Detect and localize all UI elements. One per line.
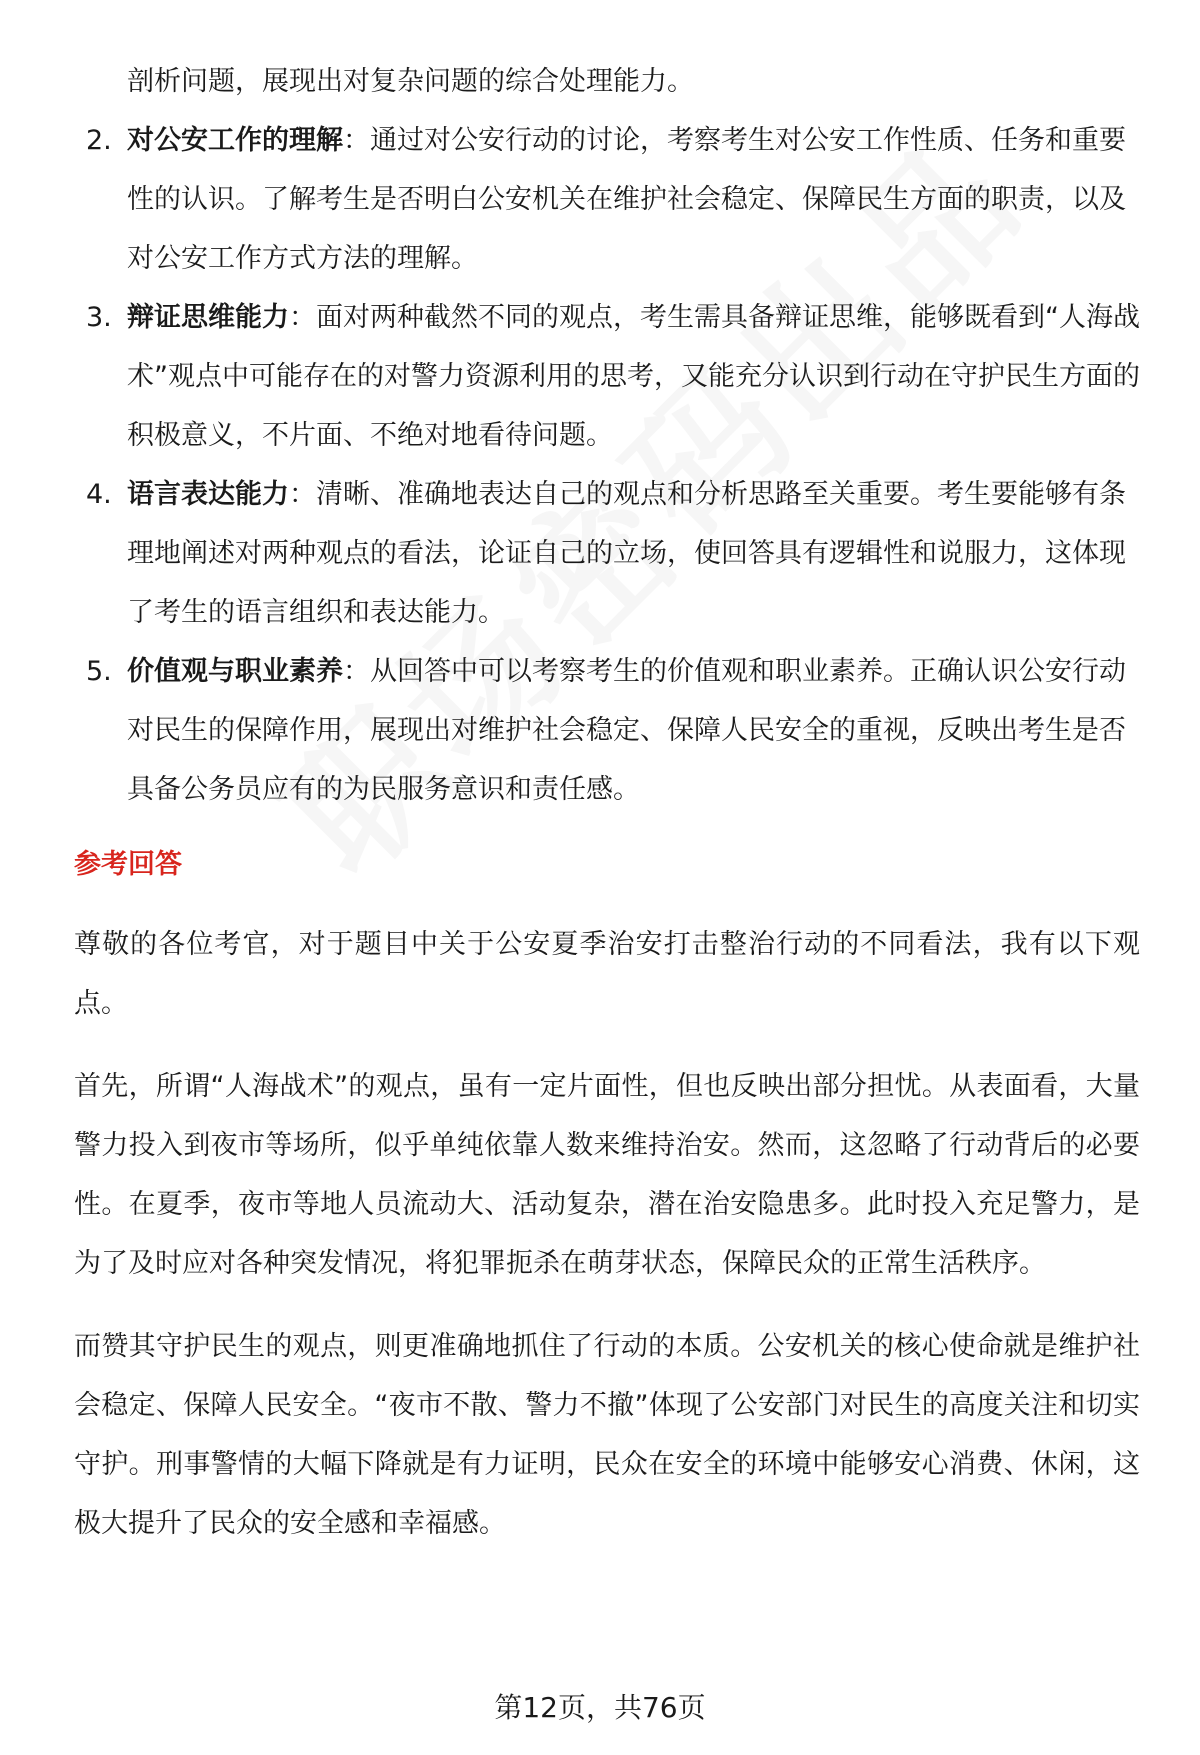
list-item-title: 对公安工作的理解	[127, 125, 343, 156]
list-item-number: 2.	[86, 125, 112, 156]
list-item-text: ：通过对公安行动的讨论，考察考生对公安工作性质、任务和重要性的认识。了解考生是否明白公安机关在维护社会稳定、保障民生方面的职责，以及对公安工作方式方法的理解。	[127, 125, 1126, 274]
list-item-title: 价值观与职业素养	[127, 656, 343, 687]
list-item	[74, 288, 1140, 465]
list-item	[74, 642, 1140, 819]
document-content	[74, 52, 1140, 1553]
list-item-number: 5.	[86, 656, 112, 687]
list-item	[74, 465, 1140, 642]
list-item-number: 3.	[86, 302, 112, 333]
list-item-text: ：面对两种截然不同的观点，考生需具备辩证思维，能够既看到“人海战术”观点中可能存在的对警力资源利用的思考，又能充分认识到行动在守护民生方面的积极意义，不片面、不绝对地看待问题。	[127, 302, 1140, 451]
list-item-text: ：清晰、准确地表达自己的观点和分析思路至关重要。考生要能够有条理地阐述对两种观点的看法，论证自己的立场，使回答具有逻辑性和说服力，这体现了考生的语言组织和表达能力。	[127, 479, 1126, 628]
answer-paragraph: 尊敬的各位考官，对于题目中关于公安夏季治安打击整治行动的不同看法，我有以下观点。	[74, 929, 1140, 1019]
section-title-reference-answer: 参考回答	[74, 849, 182, 880]
list-item-text: ：从回答中可以考察考生的价值观和职业素养。正确认识公安行动对民生的保障作用，展现出对维护社会稳定、保障人民安全的重视，反映出考生是否具备公务员应有的为民服务意识和责任感。	[127, 656, 1126, 805]
list-item-number: 4.	[86, 479, 112, 510]
answer-paragraph: 而赞其守护民生的观点，则更准确地抓住了行动的本质。公安机关的核心使命就是维护社会稳定、保障人民安全。“夜市不散、警力不撤”体现了公安部门对民生的高度关注和切实守护。刑事警情的大幅下降就是有力证明，民众在安全的环境中能够安心消费、休闲，这极大提升了民众的安全感和幸福感。	[74, 1331, 1140, 1539]
page-number-footer: 第12页，共76页	[494, 1691, 706, 1724]
list-item-title: 语言表达能力	[127, 479, 289, 510]
evaluation-points-list	[74, 111, 1140, 819]
list-item-title: 辩证思维能力	[127, 302, 289, 333]
intro-continuation: 剖析问题，展现出对复杂问题的综合处理能力。	[127, 66, 694, 97]
list-item	[74, 111, 1140, 288]
answer-paragraph: 首先，所谓“人海战术”的观点，虽有一定片面性，但也反映出部分担忧。从表面看，大量警力投入到夜市等场所，似乎单纯依靠人数来维持治安。然而，这忽略了行动背后的必要性。在夏季，夜市等地人员流动大、活动复杂，潜在治安隐患多。此时投入充足警力，是为了及时应对各种突发情况，将犯罪扼杀在萌芽状态，保障民众的正常生活秩序。	[74, 1071, 1140, 1279]
